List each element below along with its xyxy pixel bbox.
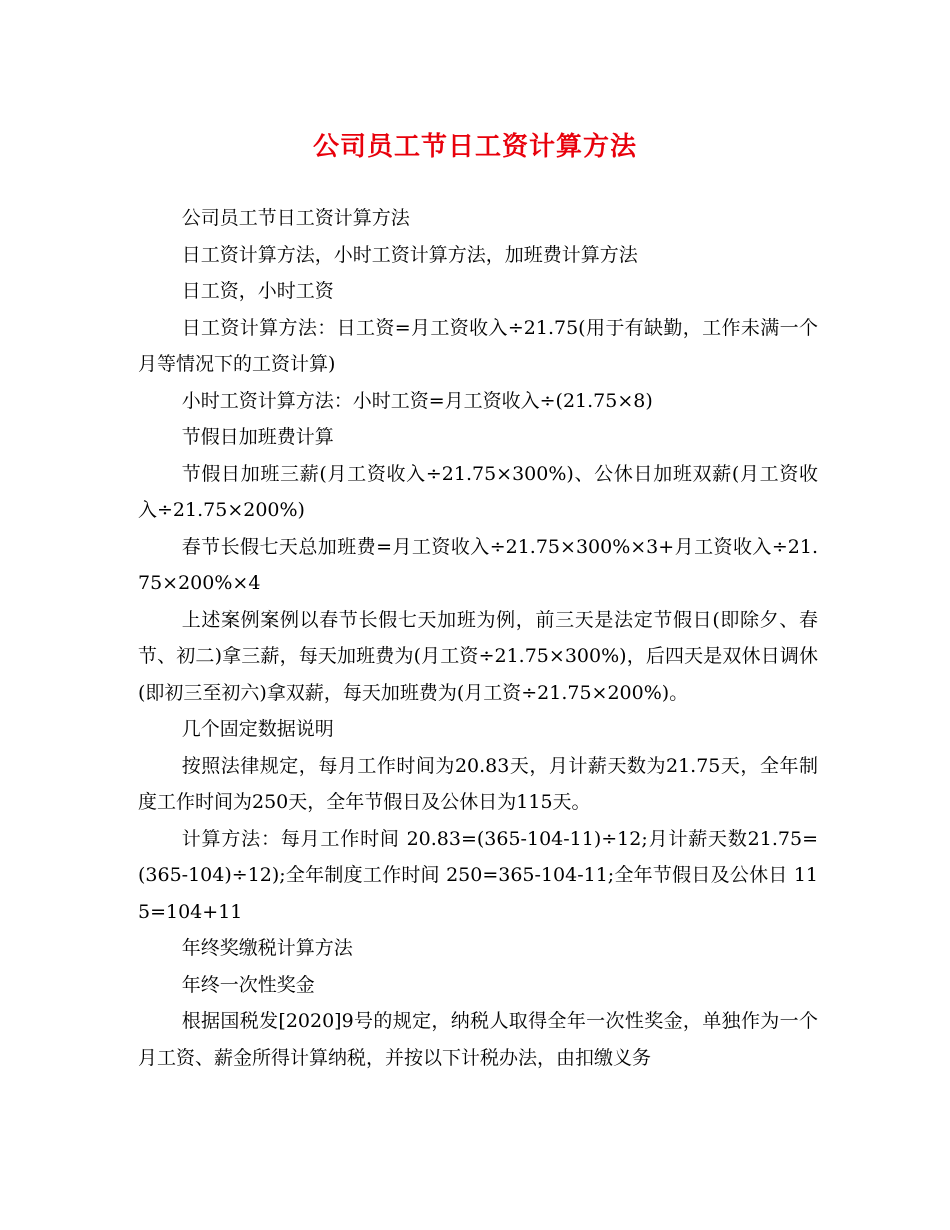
paragraph: 春节长假七天总加班费=月工资收入÷21.75×300%×3+月工资收入÷21.75×200%×4 bbox=[138, 535, 818, 594]
paragraph: 根据国税发[2020]9号的规定，纳税人取得全年一次性奖金，单独作为一个月工资、薪金所得计算纳税，并按以下计税办法，由扣缴义务 bbox=[138, 1010, 818, 1069]
paragraph: 节假日加班三薪(月工资收入÷21.75×300%)、公休日加班双薪(月工资收入÷21.75×200%) bbox=[138, 462, 818, 521]
paragraph: 计算方法：每月工作时间 20.83=(365-104-11)÷12;月计薪天数21.75=(365-104)÷12);全年制度工作时间 250=365-104-11;全年节假日及公休日 115=104+11 bbox=[138, 827, 818, 923]
paragraph: 小时工资计算方法：小时工资=月工资收入÷(21.75×8) bbox=[181, 389, 653, 412]
paragraph: 日工资计算方法：日工资=月工资收入÷21.75(用于有缺勤，工作未满一个月等情况下的工资计算) bbox=[138, 316, 818, 375]
paragraph: 按照法律规定，每月工作时间为20.83天，月计薪天数为21.75天，全年制度工作时间为250天，全年节假日及公休日为115天。 bbox=[138, 754, 818, 813]
paragraph: 几个固定数据说明 bbox=[181, 718, 334, 740]
document-body bbox=[138, 200, 818, 1076]
paragraph: 节假日加班费计算 bbox=[181, 426, 334, 448]
paragraph: 日工资计算方法，小时工资计算方法，加班费计算方法 bbox=[181, 243, 638, 266]
paragraph: 公司员工节日工资计算方法 bbox=[181, 207, 410, 229]
paragraph: 年终奖缴税计算方法 bbox=[181, 937, 353, 959]
document-title: 公司员工节日工资计算方法 bbox=[312, 132, 637, 162]
paragraph: 日工资，小时工资 bbox=[181, 280, 334, 302]
paragraph: 年终一次性奖金 bbox=[181, 973, 315, 996]
paragraph: 上述案例案例以春节长假七天加班为例，前三天是法定节假日(即除夕、春节、初二)拿三薪，每天加班费为(月工资÷21.75×300%)，后四天是双休日调休(即初三至初六)拿双薪，每天加班费为(月工资÷21.75×200%)。 bbox=[138, 608, 818, 704]
